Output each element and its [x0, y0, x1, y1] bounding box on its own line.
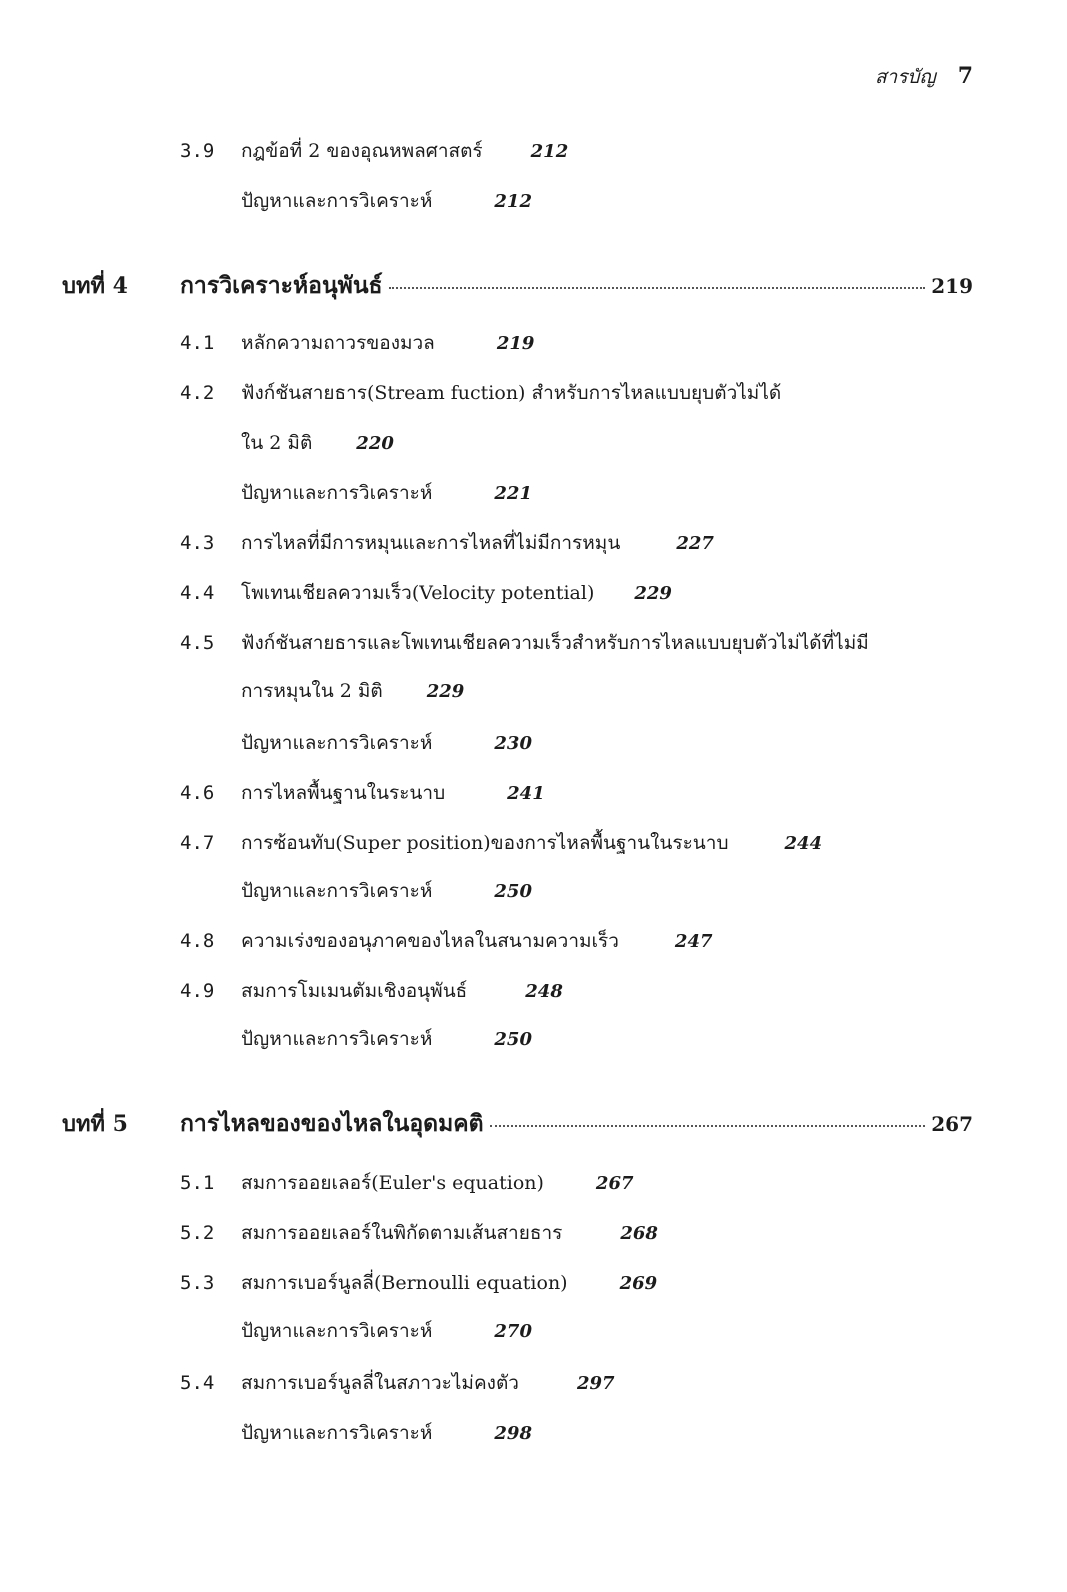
toc-entry-page: 297	[576, 1373, 615, 1394]
toc-entry-4-5[interactable]	[180, 628, 869, 662]
toc-entry-4-5-continued[interactable]	[241, 676, 464, 710]
toc-entry-title: ปัญหาและการวิเคราะห์	[241, 732, 433, 754]
toc-chapter-5[interactable]	[62, 1106, 973, 1142]
toc-entry-number: 5.3	[180, 1272, 215, 1294]
toc-entry-number: 4.8	[180, 930, 215, 952]
toc-entry-page: 229	[426, 681, 465, 702]
toc-entry-4-1[interactable]	[180, 328, 534, 362]
dot-leader	[490, 1125, 926, 1127]
toc-entry-page: 229	[634, 583, 672, 604]
toc-entry-number: 5.4	[180, 1372, 215, 1394]
toc-entry-4-5-problems[interactable]	[241, 728, 532, 762]
chapter-title: การวิเคราะห์อนุพันธ์	[180, 272, 383, 299]
toc-entry-5-3[interactable]	[180, 1268, 657, 1302]
toc-entry-page: 269	[619, 1273, 658, 1294]
toc-chapter-4[interactable]	[62, 268, 973, 304]
toc-entry-title: ฟังก์ชันสายธาร(Stream fuction) สำหรับการไหลแบบยุบตัวไม่ได้	[241, 382, 782, 404]
toc-entry-number: 5.2	[180, 1222, 215, 1244]
toc-entry-4-2[interactable]	[180, 378, 781, 412]
toc-entry-title: ฟังก์ชันสายธารและโพเทนเชียลความเร็วสำหรับการไหลแบบยุบตัวไม่ได้ที่ไม่มี	[241, 632, 869, 654]
toc-entry-5-1[interactable]	[180, 1168, 634, 1202]
toc-entry-number: 3.9	[180, 140, 215, 162]
toc-entry-title: ปัญหาและการวิเคราะห์	[241, 190, 433, 212]
toc-entry-number: 4.7	[180, 832, 215, 854]
toc-entry-title: ปัญหาและการวิเคราะห์	[241, 1320, 433, 1342]
toc-entry-title: ปัญหาและการวิเคราะห์	[241, 1422, 433, 1444]
toc-entry-4-4[interactable]	[180, 578, 672, 612]
toc-entry-page: 227	[676, 533, 714, 554]
toc-entry-number: 4.6	[180, 782, 215, 804]
toc-entry-number: 4.9	[180, 980, 215, 1002]
toc-entry-page: 250	[494, 881, 532, 902]
toc-entry-title: สมการออยเลอร์ในพิกัดตามเส้นสายธาร	[241, 1222, 563, 1244]
toc-entry-title: การไหลพื้นฐานในระนาบ	[241, 782, 446, 804]
chapter-title: การไหลของของไหลในอุดมคติ	[180, 1110, 484, 1137]
toc-entry-4-2-continued[interactable]	[241, 428, 394, 462]
toc-entry-number: 4.1	[180, 332, 215, 354]
toc-entry-page: 298	[494, 1423, 532, 1444]
toc-entry-4-7-problems[interactable]	[241, 876, 532, 910]
toc-entry-number: 4.2	[180, 382, 215, 404]
toc-entry-number: 4.5	[180, 632, 215, 654]
toc-entry-page: 267	[595, 1173, 634, 1194]
toc-entry-number: 4.4	[180, 582, 215, 604]
chapter-page: 219	[931, 274, 973, 298]
toc-entry-5-4-problems[interactable]	[241, 1418, 532, 1452]
toc-entry-3-9[interactable]	[180, 136, 568, 170]
toc-entry-title: ความเร่งของอนุภาคของไหลในสนามความเร็ว	[241, 930, 619, 952]
toc-entry-title: สมการเบอร์นูลลี่ในสภาวะไม่คงตัว	[241, 1372, 519, 1394]
toc-entry-page: 219	[496, 333, 535, 354]
toc-entry-title: สมการโมเมนตัมเชิงอนุพันธ์	[241, 980, 468, 1002]
toc-entry-number: 5.1	[180, 1172, 215, 1194]
toc-entry-page: 270	[494, 1321, 532, 1342]
toc-entry-page: 248	[525, 981, 563, 1002]
toc-entry-title: โพเทนเชียลความเร็ว(Velocity potential)	[241, 582, 595, 604]
toc-entry-title: ปัญหาและการวิเคราะห์	[241, 1028, 433, 1050]
toc-entry-page: 212	[494, 191, 532, 212]
dot-leader	[389, 287, 926, 289]
toc-entry-page: 212	[530, 141, 569, 162]
toc-entry-number: 4.3	[180, 532, 215, 554]
toc-entry-title: สมการออยเลอร์(Euler's equation)	[241, 1172, 544, 1194]
toc-entry-page: 268	[620, 1223, 658, 1244]
toc-entry-4-3[interactable]	[180, 528, 714, 562]
toc-entry-4-7[interactable]	[180, 828, 822, 862]
toc-entry-4-6[interactable]	[180, 778, 545, 812]
toc-entry-title: การไหลที่มีการหมุนและการไหลที่ไม่มีการหมุน	[241, 532, 621, 554]
toc-entry-title-continued: ใน 2 มิติ	[241, 432, 313, 454]
toc-entry-5-2[interactable]	[180, 1218, 658, 1252]
toc-entry-title: กฎข้อที่ 2 ของอุณหพลศาสตร์	[241, 140, 483, 162]
toc-entry-page: 221	[494, 483, 532, 504]
toc-entry-page: 244	[784, 833, 823, 854]
toc-entry-title: หลักความถาวรของมวล	[241, 332, 435, 354]
toc-entry-page: 241	[507, 783, 545, 804]
toc-entry-page: 230	[494, 733, 532, 754]
toc-entry-title-continued: การหมุนใน 2 มิติ	[241, 680, 383, 702]
toc-entry-page: 220	[356, 433, 394, 454]
chapter-page: 267	[931, 1112, 973, 1136]
running-head	[875, 62, 973, 92]
toc-entry-4-9[interactable]	[180, 976, 563, 1010]
page-number: 7	[957, 63, 973, 89]
toc-entry-title: การซ้อนทับ(Super position)ของการไหลพื้นฐานในระนาบ	[241, 832, 729, 854]
toc-entry-4-2-problems[interactable]	[241, 478, 532, 512]
toc-entry-title: สมการเบอร์นูลลี่(Bernoulli equation)	[241, 1272, 568, 1294]
chapter-label: บทที่ 5	[62, 1111, 128, 1137]
toc-entry-3-9-problems[interactable]	[241, 186, 532, 220]
toc-entry-4-9-problems[interactable]	[241, 1024, 532, 1058]
toc-entry-title: ปัญหาและการวิเคราะห์	[241, 482, 433, 504]
toc-entry-page: 250	[494, 1029, 532, 1050]
toc-entry-title: ปัญหาและการวิเคราะห์	[241, 880, 433, 902]
toc-entry-5-4[interactable]	[180, 1368, 615, 1402]
toc-entry-4-8[interactable]	[180, 926, 713, 960]
toc-entry-page: 247	[674, 931, 713, 952]
running-head-title: สารบัญ	[874, 66, 936, 88]
toc-entry-5-3-problems[interactable]	[241, 1316, 532, 1350]
chapter-label: บทที่ 4	[62, 273, 128, 299]
